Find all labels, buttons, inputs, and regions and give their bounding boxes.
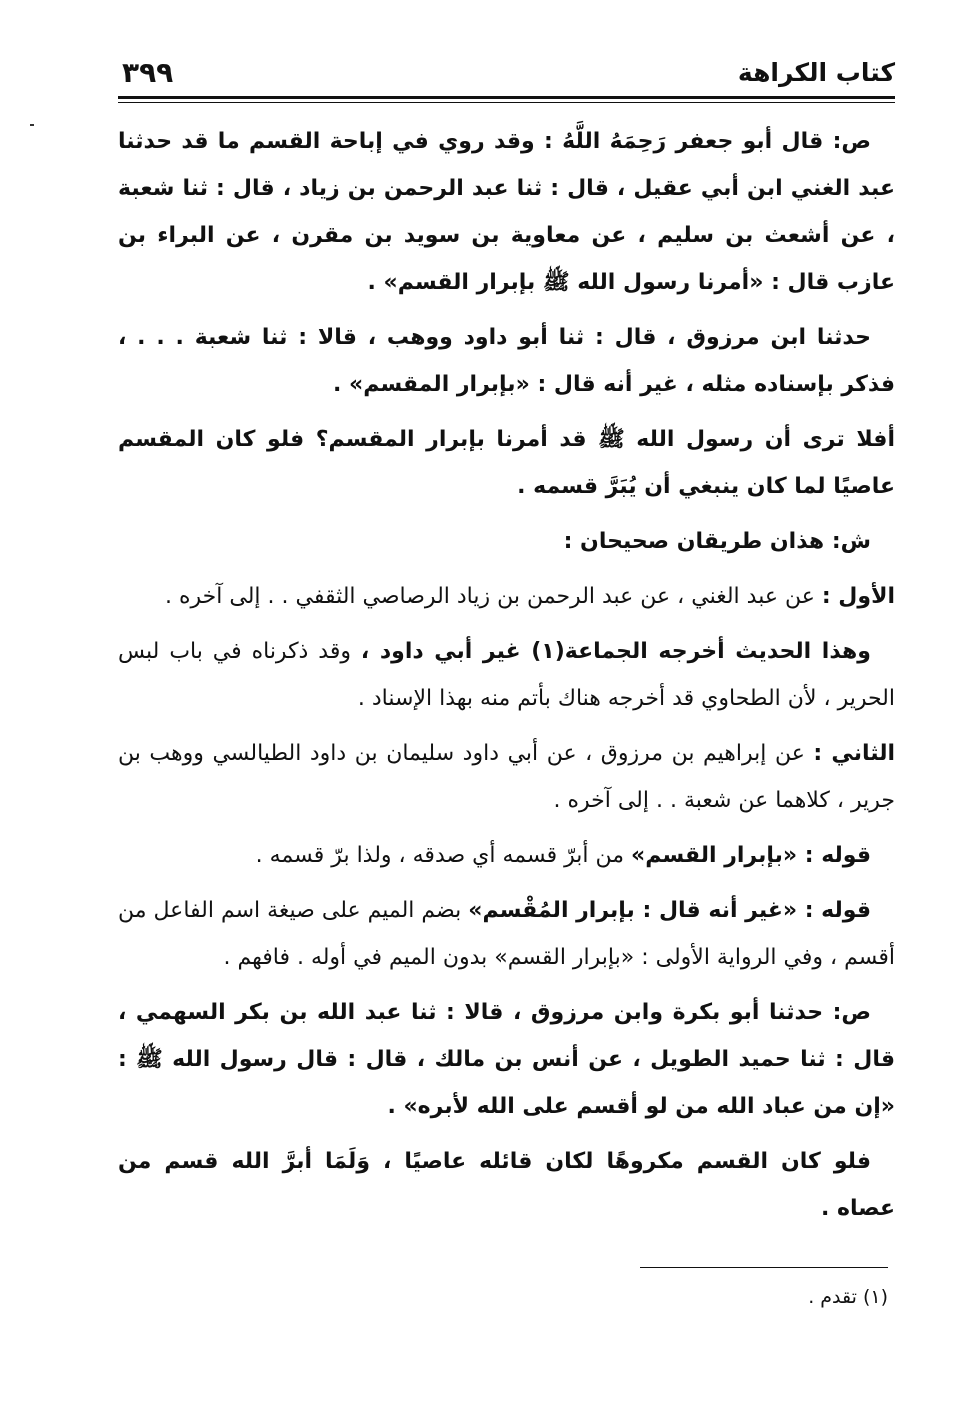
page-header xyxy=(118,52,895,96)
paragraph-hadha-al-hadith xyxy=(118,628,895,722)
paragraph-text: من أبرّ قسمه أي صدقه ، ولذا برّ قسمه . xyxy=(255,843,632,868)
paragraph-lead: قوله : «بإبرار القسم» xyxy=(631,843,871,868)
paragraph-qawluhu-2 xyxy=(118,887,895,981)
paragraph-lead: وهذا الحديث أخرجه الجماعة(١) غير أبي داود ، xyxy=(360,639,871,664)
paragraph-text: بضم الميم على صيغة اسم الفاعل من أقسم ، وفي الرواية الأولى : «بإبرار القسم» بدون الميم في أوله . فافهم . xyxy=(118,898,895,970)
book-title: كتاب الكراهة xyxy=(737,58,895,87)
paragraph-falaw-kana xyxy=(118,1138,895,1232)
header-rule-thin xyxy=(118,102,895,103)
paragraph-text: ص: حدثنا أبو بكرة وابن مرزوق ، قالا : ثنا عبد الله بن بكر السهمي ، قال : ثنا حميد الطويل ، عن أنس بن مالك ، قال : قال رسول الله ﷺ : «إن من عباد الله من لو أقسم على الله لأبره» . xyxy=(118,1000,895,1119)
paragraph-text: فلو كان القسم مكروهًا لكان قائله عاصيًا ، وَلَمَا أبرَّ الله قسم من عصاه . xyxy=(118,1149,895,1221)
paragraph-qawluhu-1 xyxy=(118,832,895,879)
paragraph-text: عن إبراهيم بن مرزوق ، عن أبي داود سليمان بن داود الطيالسي ووهب بن جرير ، كلاهما عن شعبة . . إلى آخره . xyxy=(118,741,895,813)
paragraph-text: أفلا ترى أن رسول الله ﷺ قد أمرنا بإبرار المقسم؟ فلو كان المقسم عاصيًا لما كان ينبغي أن يُبَرَّ قسمه . xyxy=(118,427,895,499)
paragraph-haddathana xyxy=(118,314,895,408)
paragraph-lead: قوله : «غير أنه قال : بإبرار المُقْسم» xyxy=(468,898,871,923)
paragraph-afala-tara xyxy=(118,416,895,510)
paragraph-sad-2 xyxy=(118,989,895,1130)
paragraph-text: ص: قال أبو جعفر رَحِمَهُ اللَّهُ : وقد روي في إباحة القسم ما قد حدثنا عبد الغني ابن أبي عقيل ، قال : ثنا عبد الرحمن بن زياد ، قال : ثنا شعبة ، عن أشعث بن سليم ، عن معاوية بن سويد بن مقرن ، عن البراء بن عازب قال : «أمرنا رسول الله ﷺ بإبرار القسم» . xyxy=(118,129,895,295)
paragraph-shin xyxy=(118,518,895,565)
footnote-rule xyxy=(640,1267,888,1268)
footnote: (١) تقدم . xyxy=(808,1286,888,1308)
paragraph-text: حدثنا ابن مرزوق ، قال : ثنا أبو داود ووهب ، قالا : ثنا شعبة . . . ، فذكر بإسناده مثله ، غير أنه قال : «بإبرار المقسم» . xyxy=(118,325,895,397)
paragraph-sad-1 xyxy=(118,118,895,306)
page-body xyxy=(118,118,895,1240)
margin-mark xyxy=(30,124,34,126)
paragraph-text: وقد ذكرناه في باب لبس الحرير ، لأن الطحاوي قد أخرجه هناك بأتم منه بهذا الإسناد . xyxy=(118,639,895,711)
paragraph-lead: الأول : xyxy=(821,584,895,609)
paragraph-lead: الثاني : xyxy=(813,741,895,766)
paragraph-text: ش: هذان طريقان صحيحان : xyxy=(563,529,871,554)
paragraph-al-thani xyxy=(118,730,895,824)
page-number: ٣٩٩ xyxy=(122,56,174,89)
paragraph-al-awwal xyxy=(118,573,895,620)
header-rule-thick xyxy=(118,96,895,99)
paragraph-text: عن عبد الغني ، عن عبد الرحمن بن زياد الرصاصي الثقفي . . إلى آخره . xyxy=(165,584,822,609)
